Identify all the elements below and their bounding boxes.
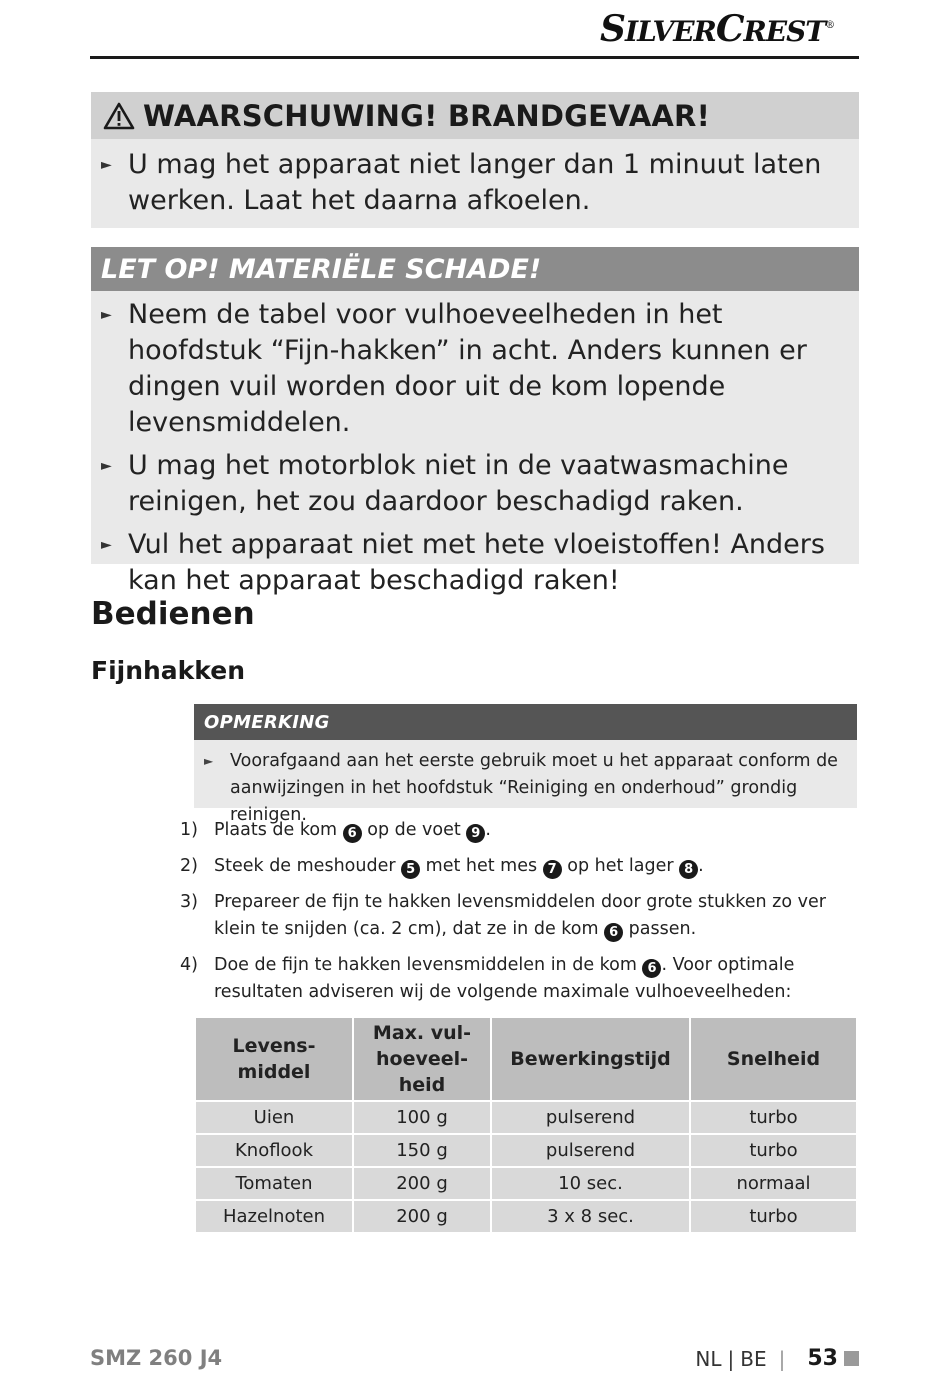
subsection-title: Fijnhakken: [91, 656, 246, 685]
part-number-badge: 6: [642, 959, 661, 978]
step-text: op de voet: [361, 820, 467, 840]
step-text: .: [485, 820, 491, 840]
part-number-badge: 7: [543, 860, 562, 879]
step-text: passen.: [623, 919, 697, 939]
warning-header: [91, 92, 859, 139]
step-number: 1): [180, 820, 198, 840]
column-header: Max. vul- hoeveel- heid: [354, 1018, 490, 1100]
step-text: . Voor optimale resultaten adviseren wij de volgende maximale vulhoeveelheden:: [214, 955, 795, 1002]
step-text: .: [698, 856, 704, 876]
caution-box: [91, 247, 859, 596]
bullet-arrow-icon: ►: [101, 307, 112, 323]
table-row: [196, 1168, 856, 1199]
table-row: [196, 1135, 856, 1166]
table-cell: 200 g: [354, 1168, 490, 1199]
part-number-badge: 6: [604, 923, 623, 942]
bullet-arrow-icon: ►: [101, 537, 112, 553]
bullet-arrow-icon: ►: [204, 754, 214, 768]
table-cell: Hazelnoten: [196, 1201, 352, 1232]
bullet-arrow-icon: ►: [101, 458, 112, 474]
warning-box: [91, 92, 859, 228]
table-cell: 150 g: [354, 1135, 490, 1166]
step-text: Doe de fijn te hakken levensmiddelen in de kom: [214, 955, 643, 975]
table-header-row: [196, 1018, 856, 1100]
table-cell: Knoflook: [196, 1135, 352, 1166]
footer-separator: |: [778, 1346, 786, 1371]
step-text: Prepareer de fijn te hakken levensmiddelen door grote stukken zo ver klein te snijden (ca. 2 cm), dat ze in de kom: [214, 892, 826, 939]
footer-pagination: [695, 1346, 859, 1371]
page-number: 53: [807, 1346, 838, 1371]
logo-text: REST: [743, 15, 826, 48]
note-header: [194, 704, 857, 740]
table-cell: 100 g: [354, 1102, 490, 1133]
table-row: [196, 1102, 856, 1133]
table-cell: 200 g: [354, 1201, 490, 1232]
note-box: [194, 704, 857, 825]
footer-model: SMZ 260 J4: [90, 1346, 223, 1370]
registered-mark: ®: [825, 20, 835, 31]
step-item: [180, 817, 860, 844]
brand-logo: [600, 8, 860, 48]
footer-separator: |: [727, 1346, 735, 1371]
note-item: [194, 740, 857, 829]
column-header: Levens- middel: [196, 1018, 352, 1100]
header-rule: [90, 56, 859, 59]
footer-language: NL: [695, 1346, 722, 1371]
step-text: Plaats de kom: [214, 820, 343, 840]
caution-header: [91, 247, 859, 291]
warning-item: [91, 147, 859, 219]
part-number-badge: 6: [343, 824, 362, 843]
step-item: [180, 853, 860, 880]
part-number-badge: 5: [401, 860, 420, 879]
bullet-arrow-icon: ►: [101, 157, 112, 173]
step-text: Steek de meshouder: [214, 856, 402, 876]
caution-item: [91, 527, 859, 599]
table-cell: 10 sec.: [492, 1168, 689, 1199]
table-cell: 3 x 8 sec.: [492, 1201, 689, 1232]
table-cell: pulserend: [492, 1135, 689, 1166]
fill-quantity-table: [194, 1016, 858, 1234]
part-number-badge: 8: [679, 860, 698, 879]
table-cell: turbo: [691, 1102, 856, 1133]
note-text: Voorafgaand aan het eerste gebruik moet u het apparaat conform de aanwijzingen in het hoofdstuk “Reiniging en onderhoud” grondig reinigen.: [230, 751, 838, 825]
page-marker-icon: [844, 1351, 859, 1366]
footer-language: BE: [740, 1346, 767, 1371]
table-row: [196, 1201, 856, 1232]
table-cell: Tomaten: [196, 1168, 352, 1199]
table-cell: turbo: [691, 1135, 856, 1166]
column-header: Snelheid: [691, 1018, 856, 1100]
caution-item-text: Vul het apparaat niet met hete vloeistoffen! Anders kan het apparaat beschadigd raken!: [128, 529, 825, 596]
logo-letter: S: [600, 8, 625, 50]
logo-letter: C: [715, 8, 744, 50]
step-number: 4): [180, 955, 198, 975]
caution-item-text: U mag het motorblok niet in de vaatwasmachine reinigen, het zou daardoor beschadigd raken.: [128, 450, 789, 517]
step-text: met het mes: [420, 856, 543, 876]
caution-item: [91, 448, 859, 520]
table-cell: Uien: [196, 1102, 352, 1133]
warning-item-text: U mag het apparaat niet langer dan 1 minuut laten werken. Laat het daarna afkoelen.: [128, 149, 822, 216]
logo-text: ILVER: [625, 15, 716, 48]
table-cell: pulserend: [492, 1102, 689, 1133]
caution-item: [91, 297, 859, 441]
step-number: 2): [180, 856, 198, 876]
step-item: [180, 952, 860, 1006]
column-header: Bewerkingstijd: [492, 1018, 689, 1100]
step-number: 3): [180, 892, 198, 912]
step-item: [180, 889, 860, 943]
steps-list: [180, 817, 860, 1015]
table-cell: normaal: [691, 1168, 856, 1199]
section-title: Bedienen: [91, 596, 255, 632]
note-title: OPMERKING: [204, 711, 330, 733]
warning-triangle-icon: [103, 102, 135, 130]
part-number-badge: 9: [466, 824, 485, 843]
step-text: op het lager: [561, 856, 680, 876]
caution-item-text: Neem de tabel voor vulhoeveelheden in het hoofdstuk “Fijn-hakken” in acht. Anders kunnen er dingen vuil worden door uit de kom lopende levensmiddelen.: [128, 299, 807, 438]
caution-title: LET OP! MATERIËLE SCHADE!: [101, 253, 542, 285]
table-cell: turbo: [691, 1201, 856, 1232]
warning-title: WAARSCHUWING! BRANDGEVAAR!: [143, 98, 711, 133]
